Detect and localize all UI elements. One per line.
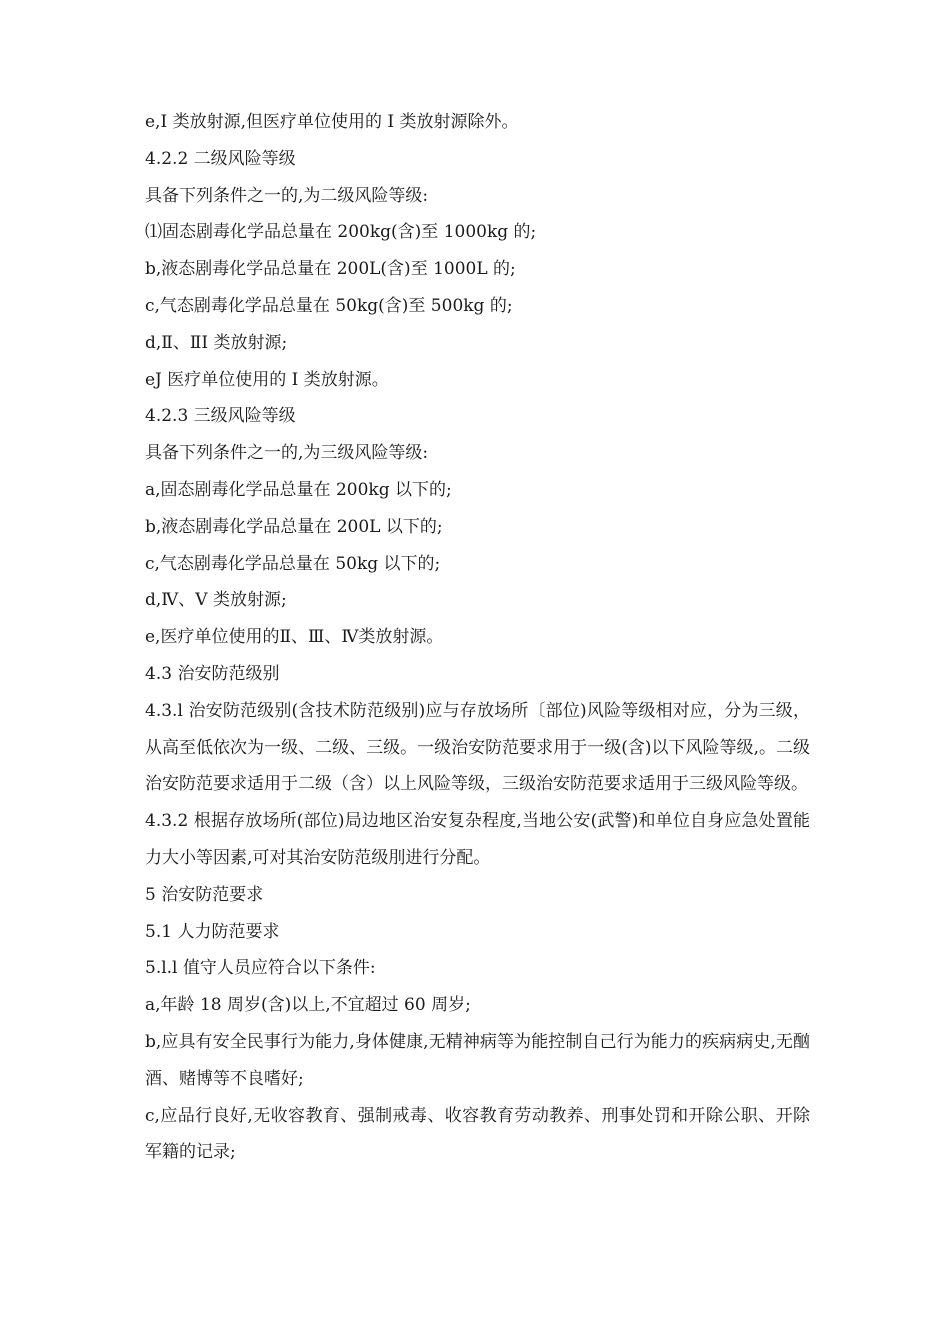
list-item: b,液态剧毒化学品总量在 200L 以下的;: [145, 516, 443, 537]
list-item: b,液态剧毒化学品总量在 200L(含)至 1000L 的;: [145, 259, 516, 280]
list-item: d,Ⅳ、V 类放射源;: [145, 590, 287, 611]
list-item: ⑴固态剧毒化学品总量在 200kg(含)至 1000kg 的;: [145, 222, 537, 243]
list-item: e,医疗单位使用的Ⅱ、Ⅲ、Ⅳ类放射源。: [145, 627, 444, 648]
list-item: eJ 医疗单位使用的 I 类放射源。: [145, 369, 389, 390]
section-heading: 4.3 治安防范级别: [145, 663, 280, 684]
section-heading: 4.2.2 二级风险等级: [145, 148, 296, 169]
text-line: e,I 类放射源,但医疗单位使用的 I 类放射源除外。: [145, 112, 519, 132]
section-heading: 5.1 人力防范要求: [145, 921, 280, 942]
text-line: 具备下列条件之一的,为二级风险等级:: [145, 185, 429, 206]
list-item-paragraph: c,应品行良好,无收容教育、强制戒毒、收容教育劳动教养、刑事处罚和开除公职、开除军籍的记录;: [145, 1105, 810, 1163]
list-item: a,固态剧毒化学品总量在 200kg 以下的;: [145, 479, 452, 500]
list-item-paragraph: b,应具有安全民事行为能力,身体健康,无精神病等为能控制自己行为能力的疾病病史,无酗酒、赌博等不良嗜好;: [145, 1031, 810, 1089]
paragraph-4-3-2: 4.3.2 根据存放场所(部位)局边地区治安复杂程度,当地公安(武警)和单位自身应急处置能力大小等因素,可对其治安防范级刖进行分配。: [145, 811, 810, 868]
list-item: c,气态剧毒化学品总量在 50kg(含)至 500kg 的;: [145, 295, 513, 316]
section-heading: 4.2.3 三级风险等级: [145, 406, 296, 427]
paragraph-4-3-1: 4.3.l 治安防范级别(含技术防范级别)应与存放场所〔部位)风险等级相对应，分为三级，从高至低依次为一级、二级、三级。一级治安防范要求用于一级(含)以下风险等级,。二级治安防范要求适用于二级（含）以上风险等级，三级治安防范要求适用于三级风险等级。: [145, 700, 810, 795]
list-item: d,Ⅱ、ⅡI 类放射源;: [145, 332, 288, 353]
text-line: 具备下列条件之一的,为三级风险等级:: [145, 443, 429, 464]
section-heading: 5 治安防范要求: [145, 884, 264, 905]
list-item: c,气态剧毒化学品总量在 50kg 以下的;: [145, 553, 441, 574]
list-item: a,年龄 18 周岁(含)以上,不宜超过 60 周岁;: [145, 995, 471, 1016]
document-body: [145, 104, 810, 1171]
text-line: 5.l.l 值守人员应符合以下条件:: [145, 958, 376, 979]
